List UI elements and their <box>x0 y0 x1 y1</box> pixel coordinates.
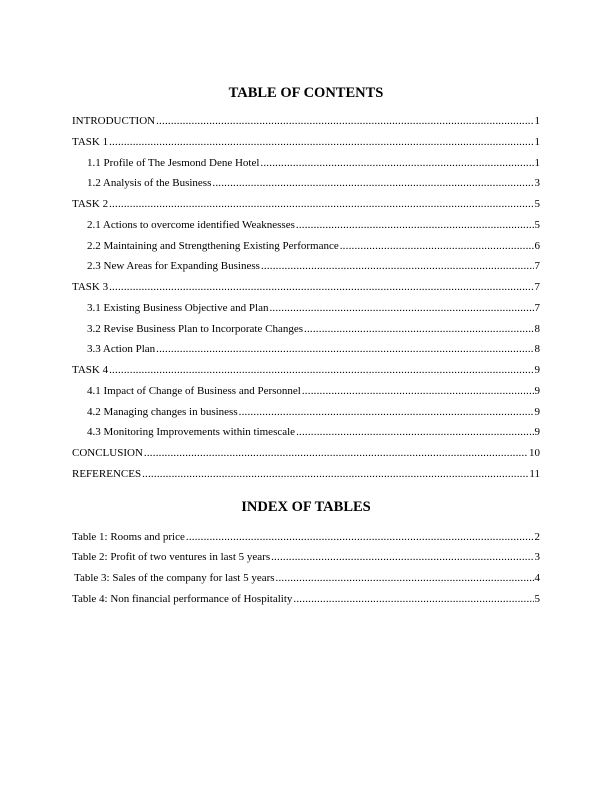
dot-leader <box>109 135 533 149</box>
toc-entry-page: 6 <box>534 240 540 252</box>
toc-title: TABLE OF CONTENTS <box>228 85 384 101</box>
table-index-page: 5 <box>534 593 540 605</box>
table-index-entry-3[interactable] <box>74 571 540 585</box>
toc-entry-label: 2.3 New Areas for Expanding Business <box>87 260 260 272</box>
dot-leader <box>239 405 534 419</box>
toc-entry-label: TASK 1 <box>72 136 109 148</box>
dot-leader <box>304 322 534 336</box>
dot-leader <box>269 301 533 315</box>
toc-entry-task-1[interactable] <box>72 135 540 149</box>
toc-entry-label: 4.1 Impact of Change of Business and Personnel <box>87 385 301 397</box>
dot-leader <box>109 363 533 377</box>
toc-entry-label: 2.2 Maintaining and Strengthening Existing Performance <box>87 240 339 252</box>
toc-entry-page: 1 <box>534 136 540 148</box>
dot-leader <box>142 467 528 481</box>
dot-leader <box>186 530 534 544</box>
toc-entry-introduction[interactable] <box>72 114 540 128</box>
toc-entry-references[interactable] <box>72 467 540 481</box>
dot-leader <box>296 218 534 232</box>
toc-entry-conclusion[interactable] <box>72 446 540 460</box>
toc-entry-page: 7 <box>534 281 540 293</box>
toc-entry-label: 1.1 Profile of The Jesmond Dene Hotel <box>87 157 260 169</box>
toc-entry-4-1[interactable] <box>87 384 540 398</box>
table-index-page: 4 <box>534 572 540 584</box>
toc-entry-label: TASK 4 <box>72 364 109 376</box>
toc-entry-2-2[interactable] <box>87 239 540 253</box>
index-of-tables-title: INDEX OF TABLES <box>241 499 371 515</box>
toc-entry-2-1[interactable] <box>87 218 540 232</box>
toc-entry-page: 11 <box>529 468 540 480</box>
toc-entry-page: 9 <box>534 385 540 397</box>
toc-entry-label: 3.2 Revise Business Plan to Incorporate Changes <box>87 323 303 335</box>
dot-leader <box>302 384 534 398</box>
dot-leader <box>293 592 533 606</box>
toc-entry-label: 1.2 Analysis of the Business <box>87 177 212 189</box>
dot-leader <box>156 342 533 356</box>
toc-entry-page: 3 <box>534 177 540 189</box>
toc-entry-page: 5 <box>534 198 540 210</box>
toc-entry-label: CONCLUSION <box>72 447 143 459</box>
table-index-page: 3 <box>534 551 540 563</box>
dot-leader <box>340 239 534 253</box>
dot-leader <box>109 280 533 294</box>
toc-entry-page: 9 <box>534 406 540 418</box>
dot-leader <box>156 114 533 128</box>
dot-leader <box>109 197 533 211</box>
toc-entry-page: 10 <box>529 447 540 459</box>
toc-entry-page: 1 <box>534 115 540 127</box>
toc-entry-4-2[interactable] <box>87 405 540 419</box>
toc-entry-1-2[interactable] <box>87 176 540 190</box>
toc-entry-3-2[interactable] <box>87 322 540 336</box>
toc-entry-task-3[interactable] <box>72 280 540 294</box>
toc-entry-label: 4.2 Managing changes in business <box>87 406 238 418</box>
toc-entry-page: 9 <box>534 426 540 438</box>
table-index-page: 2 <box>534 531 540 543</box>
table-index-entry-4[interactable] <box>72 592 540 606</box>
toc-entry-page: 9 <box>534 364 540 376</box>
dot-leader <box>144 446 528 460</box>
toc-entry-4-3[interactable] <box>87 425 540 439</box>
dot-leader <box>276 571 534 585</box>
dot-leader <box>271 550 533 564</box>
toc-entry-3-1[interactable] <box>87 301 540 315</box>
table-index-entry-1[interactable] <box>72 530 540 544</box>
toc-entry-page: 1 <box>534 157 540 169</box>
table-index-entry-2[interactable] <box>72 550 540 564</box>
table-index-label: Table 2: Profit of two ventures in last 5 years <box>72 551 271 563</box>
dot-leader <box>212 176 533 190</box>
toc-entry-task-4[interactable] <box>72 363 540 377</box>
toc-entry-page: 5 <box>534 219 540 231</box>
toc-entry-page: 7 <box>534 260 540 272</box>
table-index-label: Table 3: Sales of the company for last 5 years <box>74 572 275 584</box>
toc-entry-task-2[interactable] <box>72 197 540 211</box>
toc-entry-label: 4.3 Monitoring Improvements within timescale <box>87 426 296 438</box>
toc-entry-3-3[interactable] <box>87 342 540 356</box>
toc-entry-label: INTRODUCTION <box>72 115 156 127</box>
toc-entry-page: 8 <box>534 343 540 355</box>
toc-entry-label: TASK 3 <box>72 281 109 293</box>
toc-entry-label: TASK 2 <box>72 198 109 210</box>
toc-entry-label: 2.1 Actions to overcome identified Weaknesses <box>87 219 295 231</box>
toc-entry-label: REFERENCES <box>72 468 142 480</box>
dot-leader <box>260 156 533 170</box>
toc-entry-label: 3.1 Existing Business Objective and Plan <box>87 302 269 314</box>
dot-leader <box>261 259 534 273</box>
dot-leader <box>296 425 533 439</box>
table-index-label: Table 4: Non financial performance of Hospitality <box>72 593 293 605</box>
toc-entry-page: 8 <box>534 323 540 335</box>
toc-entry-2-3[interactable] <box>87 259 540 273</box>
table-index-label: Table 1: Rooms and price <box>72 531 185 543</box>
toc-entry-page: 7 <box>534 302 540 314</box>
toc-entry-1-1[interactable] <box>87 156 540 170</box>
toc-entry-label: 3.3 Action Plan <box>87 343 156 355</box>
